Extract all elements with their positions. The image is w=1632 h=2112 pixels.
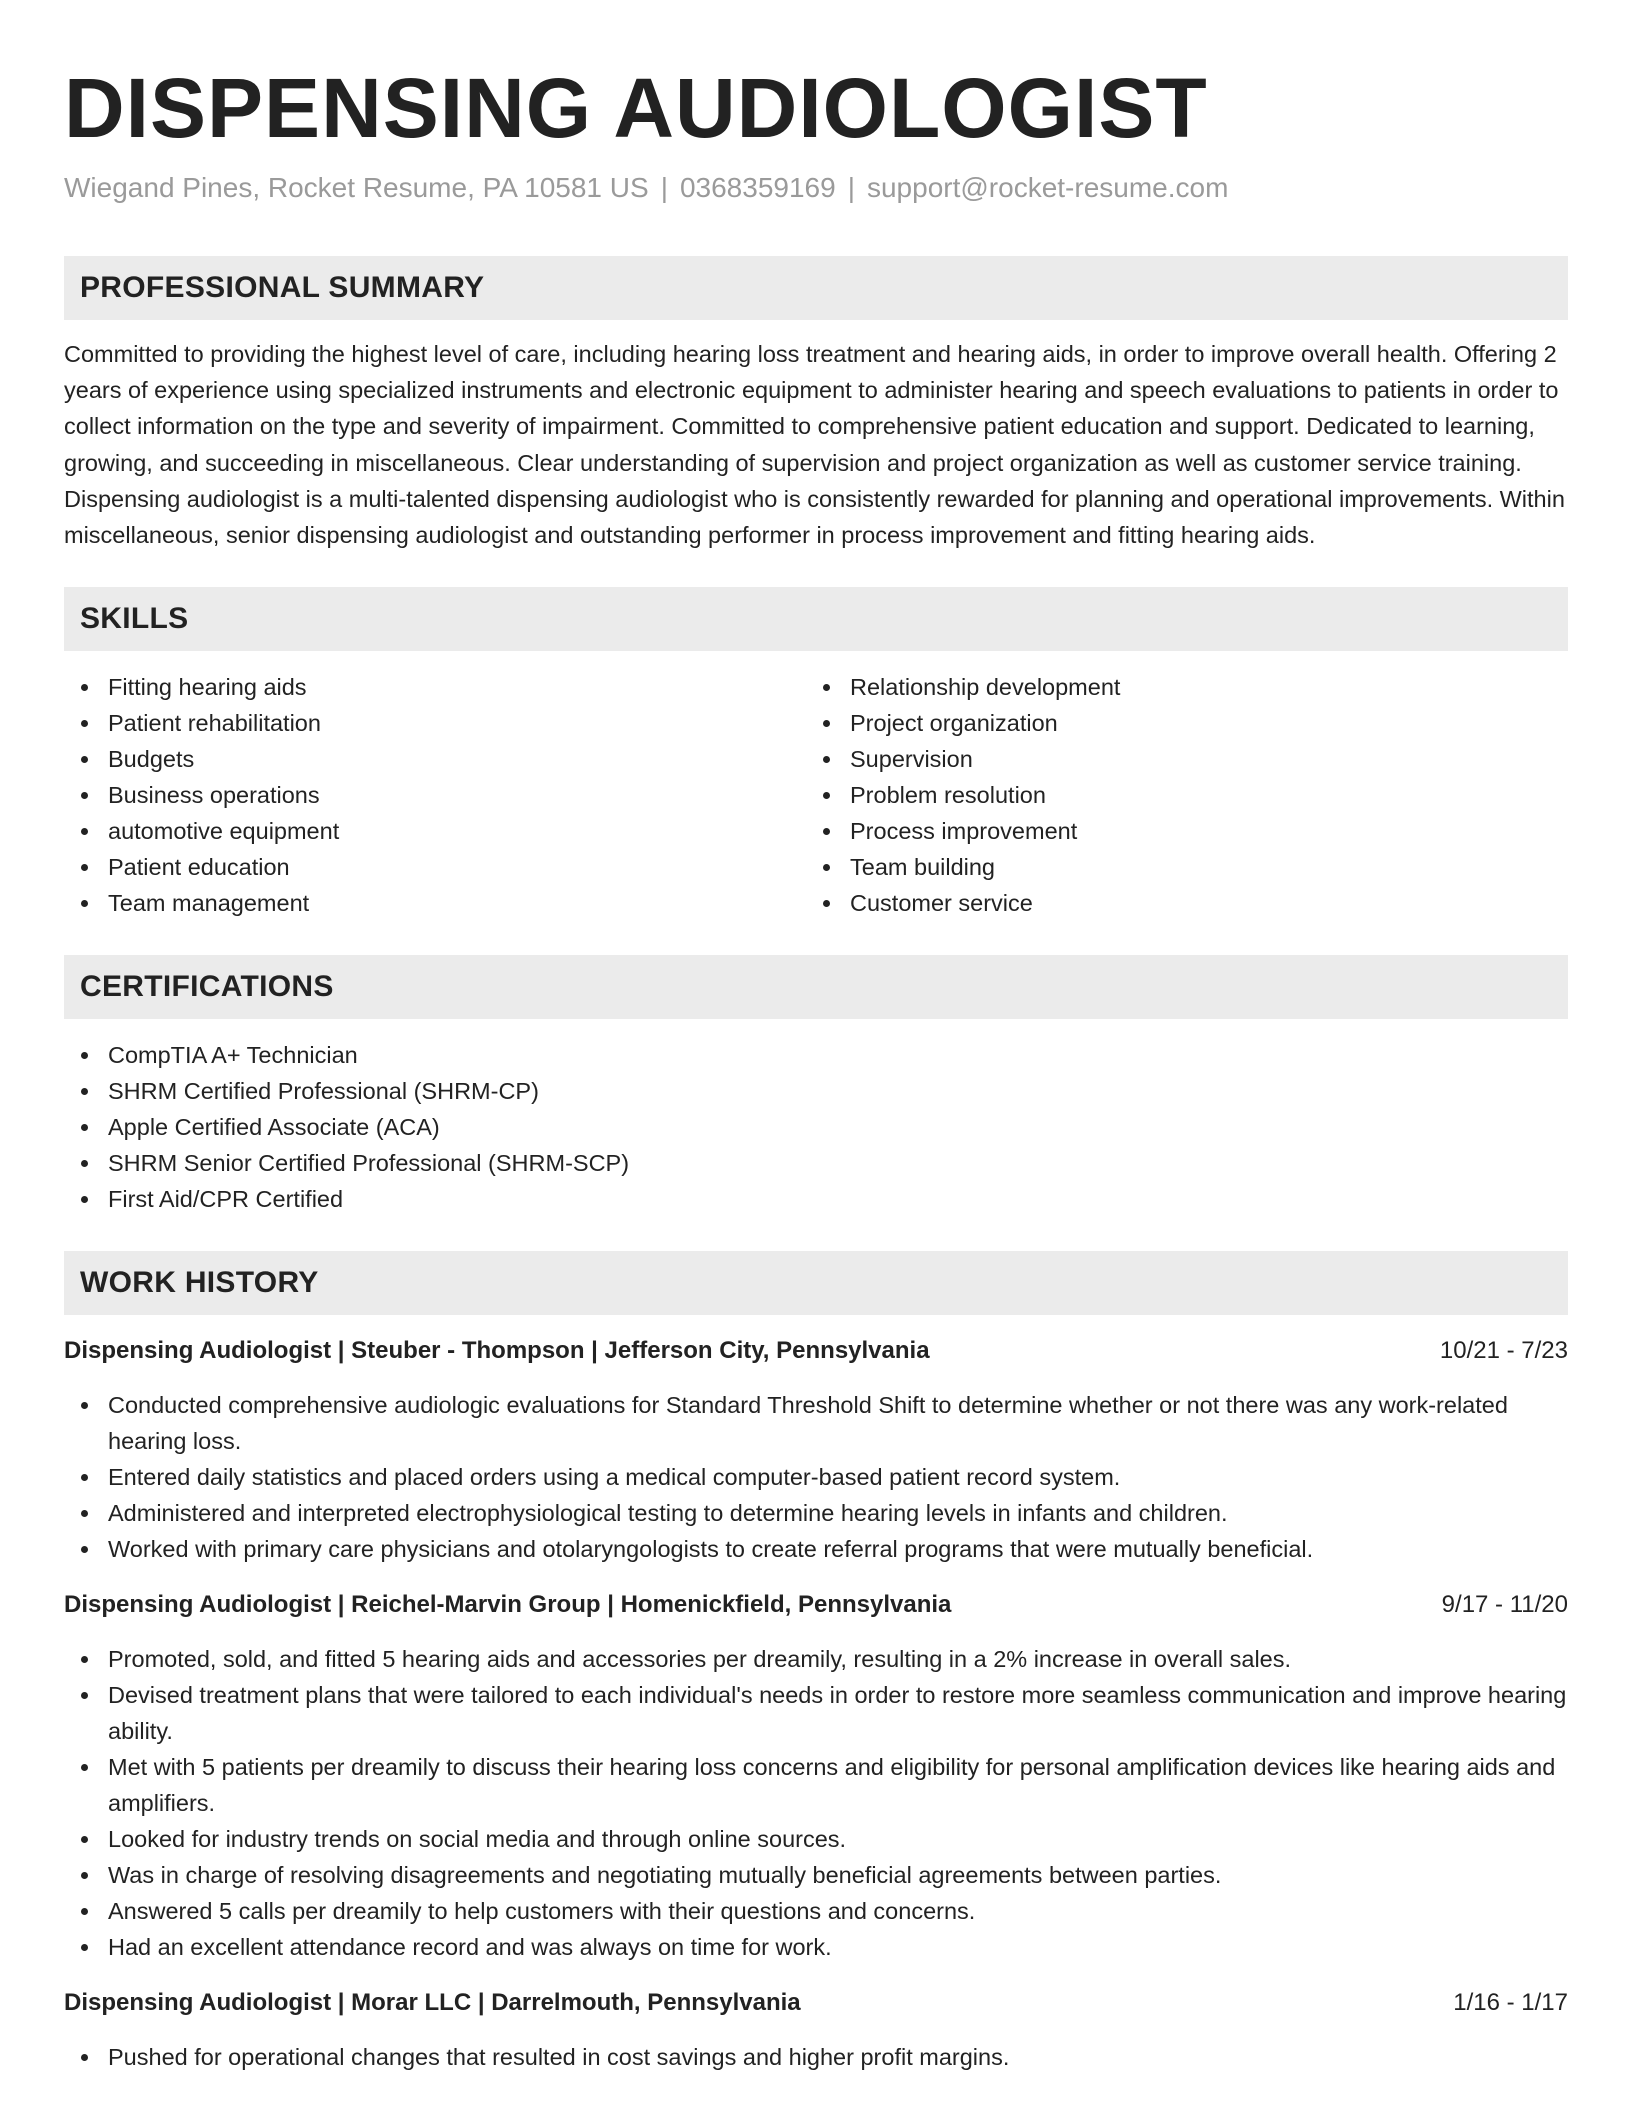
job-dates: 1/16 - 1/17 — [1453, 1989, 1568, 2017]
section-heading-work-history: WORK HISTORY — [64, 1251, 1568, 1315]
skill-item: Problem resolution — [806, 777, 1548, 813]
job-bullet: Was in charge of resolving disagreements and negotiating mutually beneficial agreements between parties. — [64, 1857, 1568, 1893]
job-entry — [64, 1985, 1568, 2075]
job-entry — [64, 1587, 1568, 1965]
job-header — [64, 1587, 1568, 1623]
job-bullet: Answered 5 calls per dreamily to help customers with their questions and concerns. — [64, 1893, 1568, 1929]
certifications-list — [64, 1037, 1568, 1217]
contact-address: Wiegand Pines, Rocket Resume, PA 10581 US — [64, 172, 649, 203]
job-bullet: Promoted, sold, and fitted 5 hearing aids and accessories per dreamily, resulting in a 2% increase in overall sales. — [64, 1641, 1568, 1677]
skills-list-left — [64, 669, 806, 921]
contact-phone: 0368359169 — [679, 172, 836, 203]
job-bullet: Entered daily statistics and placed orders using a medical computer-based patient record system. — [64, 1459, 1568, 1495]
job-entry — [64, 1333, 1568, 1567]
job-bullet: Pushed for operational changes that resulted in cost savings and higher profit margins. — [64, 2039, 1568, 2075]
skill-item: Team management — [64, 885, 806, 921]
skills-list-right — [806, 669, 1548, 921]
job-bullets — [64, 1387, 1568, 1567]
job-bullets — [64, 1641, 1568, 1965]
skill-item: Project organization — [806, 705, 1548, 741]
skill-item: Budgets — [64, 741, 806, 777]
candidate-name: DISPENSING AUDIOLOGIST — [64, 61, 1208, 155]
job-bullet: Conducted comprehensive audiologic evaluations for Standard Threshold Shift to determine whether or not there was any work-related hearing loss. — [64, 1387, 1568, 1459]
summary-text: Committed to providing the highest level of care, including hearing loss treatment and hearing aids, in order to improve overall health. Offering 2 years of experience using specialized instruments and electronic equipment to administer hearing and speech evaluations to patients in order to collect information on the type and severity of impairment. Committed to comprehensive patient education and support. Dedicated to learning, growing, and succeeding in miscellaneous. Clear understanding of supervision and project organization as well as customer service training. Dispensing audiologist is a multi-talented dispensing audiologist who is consistently rewarded for planning and operational improvements. Within miscellaneous, senior dispensing audiologist and outstanding performer in process improvement and fitting hearing aids. — [64, 341, 1565, 549]
job-title: Dispensing Audiologist | Reichel-Marvin Group | Homenickfield, Pennsylvania — [64, 1591, 952, 1619]
job-header — [64, 1333, 1568, 1369]
job-dates: 9/17 - 11/20 — [1441, 1591, 1568, 1619]
contact-separator: | — [847, 172, 855, 203]
job-title: Dispensing Audiologist | Morar LLC | Darrelmouth, Pennsylvania — [64, 1989, 801, 2017]
contact-email[interactable]: support@rocket-resume.com — [866, 172, 1229, 203]
section-heading-certifications: CERTIFICATIONS — [64, 955, 1568, 1019]
certification-item: First Aid/CPR Certified — [64, 1181, 1568, 1217]
job-dates: 10/21 - 7/23 — [1439, 1337, 1568, 1365]
skill-item: Supervision — [806, 741, 1548, 777]
skill-item: Business operations — [64, 777, 806, 813]
skill-item: Customer service — [806, 885, 1548, 921]
skills-grid — [64, 669, 1568, 921]
certification-item: Apple Certified Associate (ACA) — [64, 1109, 1568, 1145]
skill-item: Relationship development — [806, 669, 1548, 705]
job-bullet: Worked with primary care physicians and otolaryngologists to create referral programs that were mutually beneficial. — [64, 1531, 1568, 1567]
skill-item: Fitting hearing aids — [64, 669, 806, 705]
job-title: Dispensing Audiologist | Steuber - Thompson | Jefferson City, Pennsylvania — [64, 1337, 930, 1365]
certification-item: SHRM Senior Certified Professional (SHRM-SCP) — [64, 1145, 1568, 1181]
contact-separator: | — [660, 172, 668, 203]
job-bullet: Administered and interpreted electrophysiological testing to determine hearing levels in infants and children. — [64, 1495, 1568, 1531]
section-heading-summary: PROFESSIONAL SUMMARY — [64, 256, 1568, 320]
job-bullets — [64, 2039, 1568, 2075]
skill-item: Patient education — [64, 849, 806, 885]
contact-line — [64, 170, 1568, 206]
skill-item: Process improvement — [806, 813, 1548, 849]
job-header — [64, 1985, 1568, 2021]
job-bullet: Met with 5 patients per dreamily to discuss their hearing loss concerns and eligibility for personal amplification devices like hearing aids and amplifiers. — [64, 1749, 1568, 1821]
skill-item: Patient rehabilitation — [64, 705, 806, 741]
skill-item: automotive equipment — [64, 813, 806, 849]
job-bullet: Devised treatment plans that were tailored to each individual's needs in order to restore more seamless communication and improve hearing ability. — [64, 1677, 1568, 1749]
certification-item: SHRM Certified Professional (SHRM-CP) — [64, 1073, 1568, 1109]
job-bullet: Had an excellent attendance record and was always on time for work. — [64, 1929, 1568, 1965]
job-bullet: Looked for industry trends on social media and through online sources. — [64, 1821, 1568, 1857]
section-heading-skills: SKILLS — [64, 587, 1568, 651]
certification-item: CompTIA A+ Technician — [64, 1037, 1568, 1073]
skill-item: Team building — [806, 849, 1548, 885]
